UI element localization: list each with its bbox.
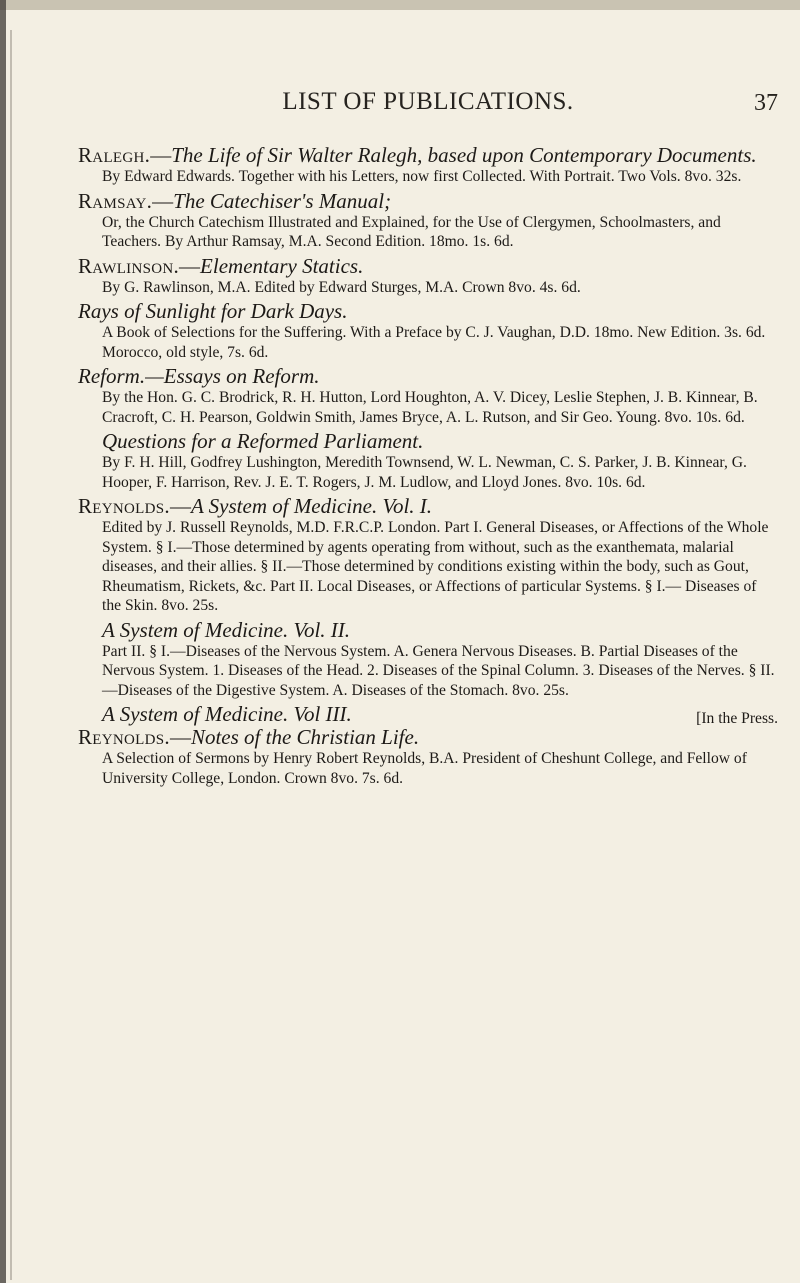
entry-text: Part II. § I.—Diseases of the Nervous System. A. Genera Nervous Diseases. B. Partial Diseases of the Nervous System. 1. Diseases of the Head. 2. Diseases of the Spinal Column. 3. Diseases of the Nerves. § II.—Diseases of the Digestive System. A. Diseases of the Stomach. 8vo. 25s. xyxy=(102,642,775,699)
entry-author: Reynolds. xyxy=(78,725,170,749)
entry-text: Or, the Church Catechism Illustrated and Explained, for the Use of Clergymen, Schoolmasters, and Teachers. By Arthur Ramsay, M.A. Second Edition. 18mo. 1s. 6d. xyxy=(102,213,721,250)
entry-text: By Edward Edwards. Together with his Letters, now first Collected. With Portrait. Two Vols. 8vo. 32s. xyxy=(102,168,742,185)
entry-text: A Book of Selections for the Suffering. With a Preface by C. J. Vaughan, D.D. 18mo. New Edition. 3s. 6d. Morocco, old style, 7s. 6d. xyxy=(102,324,766,361)
entry-title: Reform.—Essays on Reform. xyxy=(78,364,320,388)
binding-shadow xyxy=(10,30,12,1280)
list-item: Reynolds.—A System of Medicine. Vol. I. Edited by J. Russell Reynolds, M.D. F.R.C.P. London. Part I. General Diseases, or Affections of the Whole System. § I.—Those determined by agents operating from without, such as the exanthemata, malarial diseases, and their allies. § II.—Those determined by conditions existing within the body, such as Gout, Rheumatism, Rickets, &c. Part II. Local Diseases, or Affections of particular Systems. § I.— Diseases of the Skin. 8vo. 25s. xyxy=(78,495,778,616)
list-item xyxy=(78,619,778,701)
press-note: [In the Press. xyxy=(696,710,778,727)
page-number: 37 xyxy=(754,90,778,116)
list-item: Reynolds.—Notes of the Christian Life. A Selection of Sermons by Henry Robert Reynolds, B.A. President of Cheshunt College, and Fellow of University College, London. Crown 8vo. 7s. 6d. xyxy=(78,726,778,788)
entry-author: Rawlinson. xyxy=(78,253,180,278)
entry-title: A System of Medicine. Vol. II. xyxy=(102,617,351,642)
binding-edge xyxy=(0,0,6,1283)
list-item xyxy=(78,365,778,427)
list-item xyxy=(78,430,778,492)
list-item: Ralegh.—The Life of Sir Walter Ralegh, based upon Contemporary Documents. By Edward Edwards. Together with his Letters, now first Collected. With Portrait. Two Vols. 8vo. 32s. xyxy=(78,144,778,187)
entry-text: By G. Rawlinson, M.A. Edited by Edward Sturges, M.A. Crown 8vo. 4s. 6d. xyxy=(102,278,581,296)
entry-title: The Catechiser's Manual; xyxy=(173,188,392,213)
entry-title: Rays of Sunlight for Dark Days. xyxy=(78,299,348,323)
entry-title: A System of Medicine. Vol III. xyxy=(102,702,352,726)
entry-text: By the Hon. G. C. Brodrick, R. H. Hutton, Lord Houghton, A. V. Dicey, Leslie Stephen, J. B. Kinnear, B. Cracroft, C. H. Pearson, Goldwin Smith, James Bryce, A. L. Rutson, and Sir Geo. Young. 8vo. 10s. 6d. xyxy=(102,389,758,426)
entry-title: The Life of Sir Walter Ralegh, based upon Contemporary Documents. xyxy=(171,143,757,167)
list-item xyxy=(78,300,778,362)
page-title: LIST OF PUBLICATIONS. xyxy=(282,88,574,115)
entry-author: Reynolds. xyxy=(78,494,170,518)
top-border xyxy=(0,0,800,10)
entry-text: Edited by J. Russell Reynolds, M.D. F.R.C.P. London. Part I. General Diseases, or Affections of the Whole System. § I.—Those determined by agents operating from without, such as the exanthemata, malarial diseases, and their allies. § II.—Those determined by conditions existing within the body, such as Gout, Rheumatism, Rickets, &c. Part II. Local Diseases, or Affections of particular Systems. § I.— Diseases of the Skin. 8vo. 25s. xyxy=(102,519,769,614)
entry-text: A Selection of Sermons by Henry Robert Reynolds, B.A. President of Cheshunt College, and Fellow of University College, London. Crown 8vo. 7s. 6d. xyxy=(102,750,747,787)
entry-title: Questions for a Reformed Parliament. xyxy=(102,429,424,453)
entry-author: Ramsay. xyxy=(78,188,153,213)
list-item: Rawlinson.—Elementary Statics. By G. Rawlinson, M.A. Edited by Edward Sturges, M.A. Crown 8vo. 4s. 6d. xyxy=(78,255,778,298)
entry-text: By F. H. Hill, Godfrey Lushington, Meredith Townsend, W. L. Newman, C. S. Parker, J. B. Kinnear, G. Hooper, F. Harrison, Rev. J. E. T. Rogers, J. M. Ludlow, and Lloyd Jones. 8vo. 10s. 6d. xyxy=(102,454,747,491)
list-item xyxy=(78,703,778,726)
entry-author: Ralegh. xyxy=(78,143,151,167)
entry-title: A System of Medicine. Vol. I. xyxy=(190,494,433,518)
entry-title: Elementary Statics. xyxy=(200,253,364,278)
entry-title: Notes of the Christian Life. xyxy=(190,725,420,749)
publication-list xyxy=(78,144,778,791)
page-header xyxy=(78,88,778,128)
list-item: Ramsay.—The Catechiser's Manual; Or, the Church Catechism Illustrated and Explained, for the Use of Clergymen, Schoolmasters, and Teachers. By Arthur Ramsay, M.A. Second Edition. 18mo. 1s. 6d. xyxy=(78,190,778,252)
